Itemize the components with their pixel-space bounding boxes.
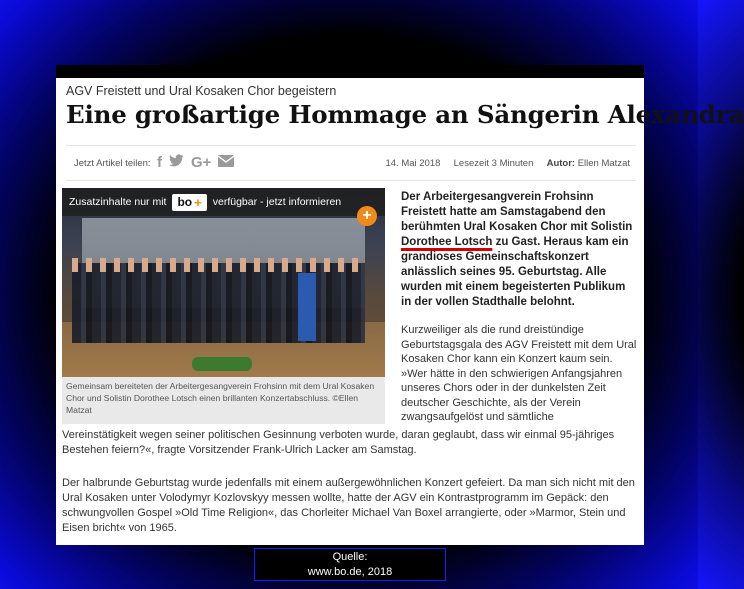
article-meta-bar [66, 145, 636, 181]
bo-plus-logo [172, 194, 206, 211]
source-value: www.bo.de, 2018 [307, 566, 393, 578]
bo-logo-plus: + [194, 194, 202, 210]
facebook-icon[interactable]: f [157, 154, 162, 171]
bo-logo-text: bo [177, 195, 193, 209]
paragraph-1-top: Kurzweiliger als die rund dreistündige Geburtstagsgala des AGV Freistett mit dem Ural Kosaken Chor kann ein Konzert kaum sein. »Wer hätte in den schwierigen Anfangsjahren unseres Chors oder in der dunkelsten Zeit deutscher Geschichte, als der Verein zwangsaufgelöst und sämtliche [401, 324, 637, 423]
photo-choir-heads [72, 258, 365, 272]
author-label: Autor: [546, 158, 576, 169]
article-date: 14. Mai 2018 [385, 158, 441, 169]
banner-prefix: Zusatzinhalte nur mit [69, 196, 167, 208]
source-label: Quelle: [332, 551, 368, 563]
photo-soloist [298, 273, 316, 341]
banner-suffix: verfügbar - jetzt informieren [212, 196, 342, 208]
article-kicker: AGV Freistett und Ural Kosaken Chor begeistern [66, 84, 337, 98]
article-meta-info [385, 158, 630, 169]
choir-photo[interactable] [62, 188, 385, 377]
plus-icon[interactable]: + [357, 206, 377, 226]
share-icons [157, 154, 234, 172]
article-author: Ellen Matzat [577, 158, 630, 169]
article-headline: Eine großartige Hommage an Sängerin Alexandra [66, 100, 744, 129]
photo-choir [72, 263, 365, 343]
lead-soloist-name: Dorothee Lotsch [401, 236, 493, 248]
paragraph-1-bottom: Vereinstätigkeit wegen seiner politischen Gesinnung verboten wurde, daran geglaubt, dass wir einmal 95-jähriges Bestehen feiern?«, fragte Vorsitzender Frank-Ulrich Lacker am Samstag. [62, 429, 615, 456]
article-read-time: Lesezeit 3 Minuten [453, 158, 534, 169]
premium-banner[interactable] [62, 188, 385, 216]
lead-text-before: Der Arbeitergesangverein Frohsinn Freistett hatte am Samstagabend den berühmten Ural Kosaken Chor mit Solistin [401, 191, 633, 233]
paragraph-2: Der halbrunde Geburtstag wurde jedenfalls mit einem außergewöhnlichen Konzert gefeiert. Da man sich nicht mit den Ural Kosaken unter Volodymyr Kozlovskyy messen wollte, hatte der AGV ein Kontrastprogramm im Gepäck: den schwungvollen Gospel »Old Time Religion«, das Chorleiter Michael Van Boxel arrangierte, oder »Marmor, Stein und Eisen bricht« von 1965. [62, 477, 635, 534]
article-lead [401, 190, 637, 310]
article-figure [62, 188, 385, 424]
mail-icon[interactable] [218, 154, 234, 172]
google-plus-icon[interactable]: G+ [191, 154, 212, 171]
share-label: Jetzt Artikel teilen: [74, 158, 151, 169]
lead-text-after: zu Gast. Heraus kam ein grandioses Gemeinschaftskonzert anlässlich seines 95. Geburtstag. Alle wurden mit einem begeisterten Publikum in der vollen Stadthalle belohnt. [401, 236, 629, 308]
twitter-icon[interactable] [169, 154, 184, 172]
source-box [254, 548, 446, 581]
article-page [56, 65, 744, 545]
photo-caption: Gemeinsam bereiteten der Arbeitergesangverein Frohsinn mit dem Ural Kosaken Chor und Solistin Dorothee Lotsch einen brillanten Konzertabschluss. ©Ellen Matzat [66, 381, 375, 415]
photo-flowers [192, 357, 252, 371]
